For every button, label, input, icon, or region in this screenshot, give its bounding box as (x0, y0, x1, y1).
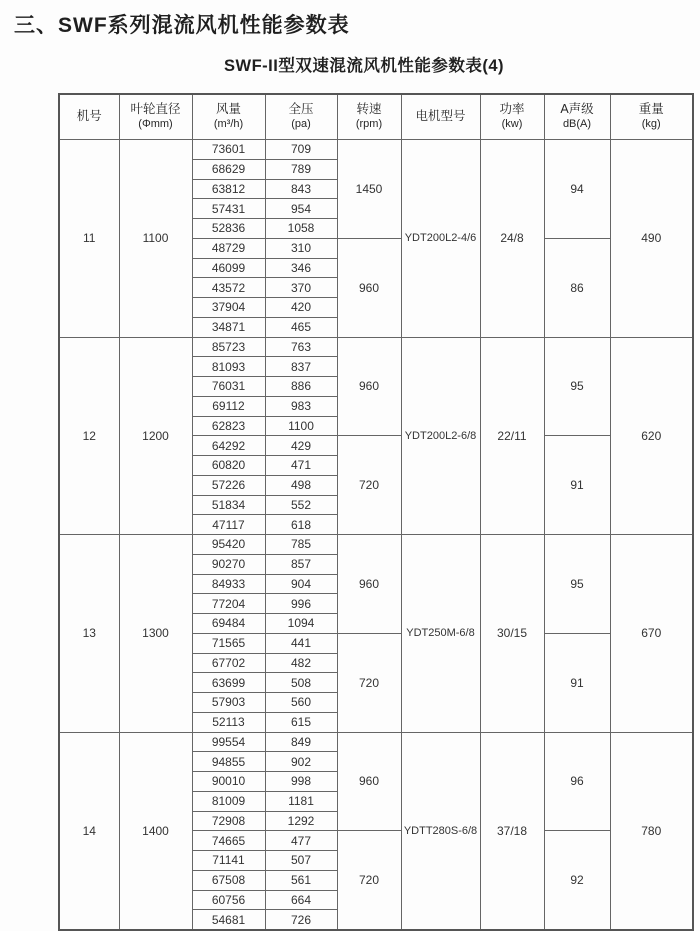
airflow-cell: 74665 (192, 831, 265, 851)
airflow-cell: 34871 (192, 317, 265, 337)
pressure-cell: 507 (265, 851, 337, 871)
header-machine-no (59, 94, 119, 140)
airflow-cell: 76031 (192, 377, 265, 397)
weight-cell: 670 (610, 535, 693, 733)
spec-row (59, 535, 693, 555)
header-weight (610, 94, 693, 140)
pressure-cell: 482 (265, 653, 337, 673)
pressure-cell: 1058 (265, 219, 337, 239)
pressure-cell: 902 (265, 752, 337, 772)
header-unit: (m³/h) (213, 117, 244, 130)
pressure-cell: 998 (265, 772, 337, 792)
speed-cell: 720 (337, 633, 401, 732)
pressure-cell: 849 (265, 732, 337, 752)
airflow-cell: 99554 (192, 732, 265, 752)
pressure-cell: 346 (265, 258, 337, 278)
pressure-cell: 886 (265, 377, 337, 397)
airflow-cell: 73601 (192, 140, 265, 160)
header-label: 转速 (356, 102, 382, 117)
airflow-cell: 64292 (192, 436, 265, 456)
airflow-cell: 52113 (192, 712, 265, 732)
header-power (480, 94, 544, 140)
pressure-cell: 310 (265, 238, 337, 258)
machine-no-cell: 12 (59, 337, 119, 535)
pressure-cell: 983 (265, 396, 337, 416)
airflow-cell: 67508 (192, 870, 265, 890)
page-title: 三、SWF系列混流风机性能参数表 (14, 14, 350, 37)
pressure-cell: 370 (265, 278, 337, 298)
airflow-cell: 54681 (192, 910, 265, 930)
airflow-cell: 37904 (192, 298, 265, 318)
airflow-cell: 69112 (192, 396, 265, 416)
pressure-cell: 465 (265, 317, 337, 337)
airflow-cell: 57431 (192, 199, 265, 219)
airflow-cell: 47117 (192, 515, 265, 535)
airflow-cell: 69484 (192, 614, 265, 634)
power-cell: 30/15 (480, 535, 544, 733)
pressure-cell: 477 (265, 831, 337, 851)
pressure-cell: 664 (265, 890, 337, 910)
table-title: SWF-II型双速混流风机性能参数表(4) (224, 57, 504, 75)
pressure-cell: 837 (265, 357, 337, 377)
airflow-cell: 71141 (192, 851, 265, 871)
pressure-cell: 615 (265, 712, 337, 732)
header-label: 功率 (499, 102, 525, 117)
header-sound-level (544, 94, 610, 140)
header-unit: (rpm) (355, 117, 383, 130)
airflow-cell: 43572 (192, 278, 265, 298)
airflow-cell: 60820 (192, 456, 265, 476)
pressure-cell: 429 (265, 436, 337, 456)
power-cell: 22/11 (480, 337, 544, 535)
speed-cell: 960 (337, 337, 401, 436)
header-unit: (kg) (641, 117, 661, 130)
sound-level-cell: 96 (544, 732, 610, 831)
pressure-cell: 996 (265, 594, 337, 614)
motor-model-cell: YDT200L2-6/8 (401, 337, 480, 535)
header-speed (337, 94, 401, 140)
machine-no-cell: 14 (59, 732, 119, 930)
airflow-cell: 52836 (192, 219, 265, 239)
machine-no-cell: 13 (59, 535, 119, 733)
fan-spec-table (58, 93, 694, 931)
pressure-cell: 471 (265, 456, 337, 476)
pressure-cell: 785 (265, 535, 337, 555)
airflow-cell: 84933 (192, 574, 265, 594)
header-label: 全压 (288, 102, 314, 117)
header-impeller-diameter (119, 94, 192, 140)
sound-level-cell: 95 (544, 337, 610, 436)
airflow-cell: 95420 (192, 535, 265, 555)
header-label: 叶轮直径 (130, 102, 181, 117)
airflow-cell: 48729 (192, 238, 265, 258)
pressure-cell: 1181 (265, 791, 337, 811)
airflow-cell: 94855 (192, 752, 265, 772)
sound-level-cell: 91 (544, 633, 610, 732)
spec-row (59, 337, 693, 357)
header-label: 电机型号 (415, 109, 466, 124)
motor-model-cell: YDT250M-6/8 (401, 535, 480, 733)
airflow-cell: 46099 (192, 258, 265, 278)
weight-cell: 780 (610, 732, 693, 930)
airflow-cell: 63699 (192, 673, 265, 693)
speed-cell: 960 (337, 732, 401, 831)
pressure-cell: 843 (265, 179, 337, 199)
header-label: 机号 (76, 109, 102, 124)
spec-row (59, 140, 693, 160)
pressure-cell: 857 (265, 554, 337, 574)
pressure-cell: 508 (265, 673, 337, 693)
speed-cell: 1450 (337, 140, 401, 239)
sound-level-cell: 92 (544, 831, 610, 930)
header-unit: dB(A) (562, 117, 592, 130)
impeller-diameter-cell: 1200 (119, 337, 192, 535)
pressure-cell: 552 (265, 495, 337, 515)
header-pressure (265, 94, 337, 140)
airflow-cell: 77204 (192, 594, 265, 614)
pressure-cell: 1100 (265, 416, 337, 436)
airflow-cell: 72908 (192, 811, 265, 831)
airflow-cell: 81093 (192, 357, 265, 377)
sound-level-cell: 94 (544, 140, 610, 239)
table-header-row (59, 94, 693, 140)
speed-cell: 720 (337, 831, 401, 930)
header-airflow (192, 94, 265, 140)
airflow-cell: 90010 (192, 772, 265, 792)
sound-level-cell: 91 (544, 436, 610, 535)
pressure-cell: 618 (265, 515, 337, 535)
airflow-cell: 57226 (192, 475, 265, 495)
impeller-diameter-cell: 1100 (119, 140, 192, 338)
header-motor-model (401, 94, 480, 140)
motor-model-cell: YDTT280S-6/8 (401, 732, 480, 930)
speed-cell: 720 (337, 436, 401, 535)
header-label: 重量 (638, 102, 664, 117)
header-unit: (pa) (291, 117, 311, 130)
weight-cell: 490 (610, 140, 693, 338)
pressure-cell: 420 (265, 298, 337, 318)
header-unit: (Φmm) (138, 117, 173, 130)
spec-row (59, 732, 693, 752)
header-unit: (kw) (501, 117, 523, 130)
pressure-cell: 1292 (265, 811, 337, 831)
speed-cell: 960 (337, 238, 401, 337)
airflow-cell: 57903 (192, 693, 265, 713)
airflow-cell: 85723 (192, 337, 265, 357)
pressure-cell: 709 (265, 140, 337, 160)
header-label: 风量 (215, 102, 241, 117)
weight-cell: 620 (610, 337, 693, 535)
machine-no-cell: 11 (59, 140, 119, 338)
pressure-cell: 560 (265, 693, 337, 713)
airflow-cell: 67702 (192, 653, 265, 673)
airflow-cell: 81009 (192, 791, 265, 811)
sound-level-cell: 86 (544, 238, 610, 337)
pressure-cell: 498 (265, 475, 337, 495)
power-cell: 37/18 (480, 732, 544, 930)
pressure-cell: 1094 (265, 614, 337, 634)
airflow-cell: 60756 (192, 890, 265, 910)
airflow-cell: 90270 (192, 554, 265, 574)
airflow-cell: 68629 (192, 159, 265, 179)
pressure-cell: 763 (265, 337, 337, 357)
pressure-cell: 726 (265, 910, 337, 930)
pressure-cell: 441 (265, 633, 337, 653)
airflow-cell: 51834 (192, 495, 265, 515)
power-cell: 24/8 (480, 140, 544, 338)
pressure-cell: 954 (265, 199, 337, 219)
airflow-cell: 71565 (192, 633, 265, 653)
pressure-cell: 561 (265, 870, 337, 890)
airflow-cell: 62823 (192, 416, 265, 436)
airflow-cell: 63812 (192, 179, 265, 199)
pressure-cell: 789 (265, 159, 337, 179)
header-label: A声级 (560, 102, 594, 117)
speed-cell: 960 (337, 535, 401, 634)
sound-level-cell: 95 (544, 535, 610, 634)
impeller-diameter-cell: 1400 (119, 732, 192, 930)
impeller-diameter-cell: 1300 (119, 535, 192, 733)
pressure-cell: 904 (265, 574, 337, 594)
motor-model-cell: YDT200L2-4/6 (401, 140, 480, 338)
